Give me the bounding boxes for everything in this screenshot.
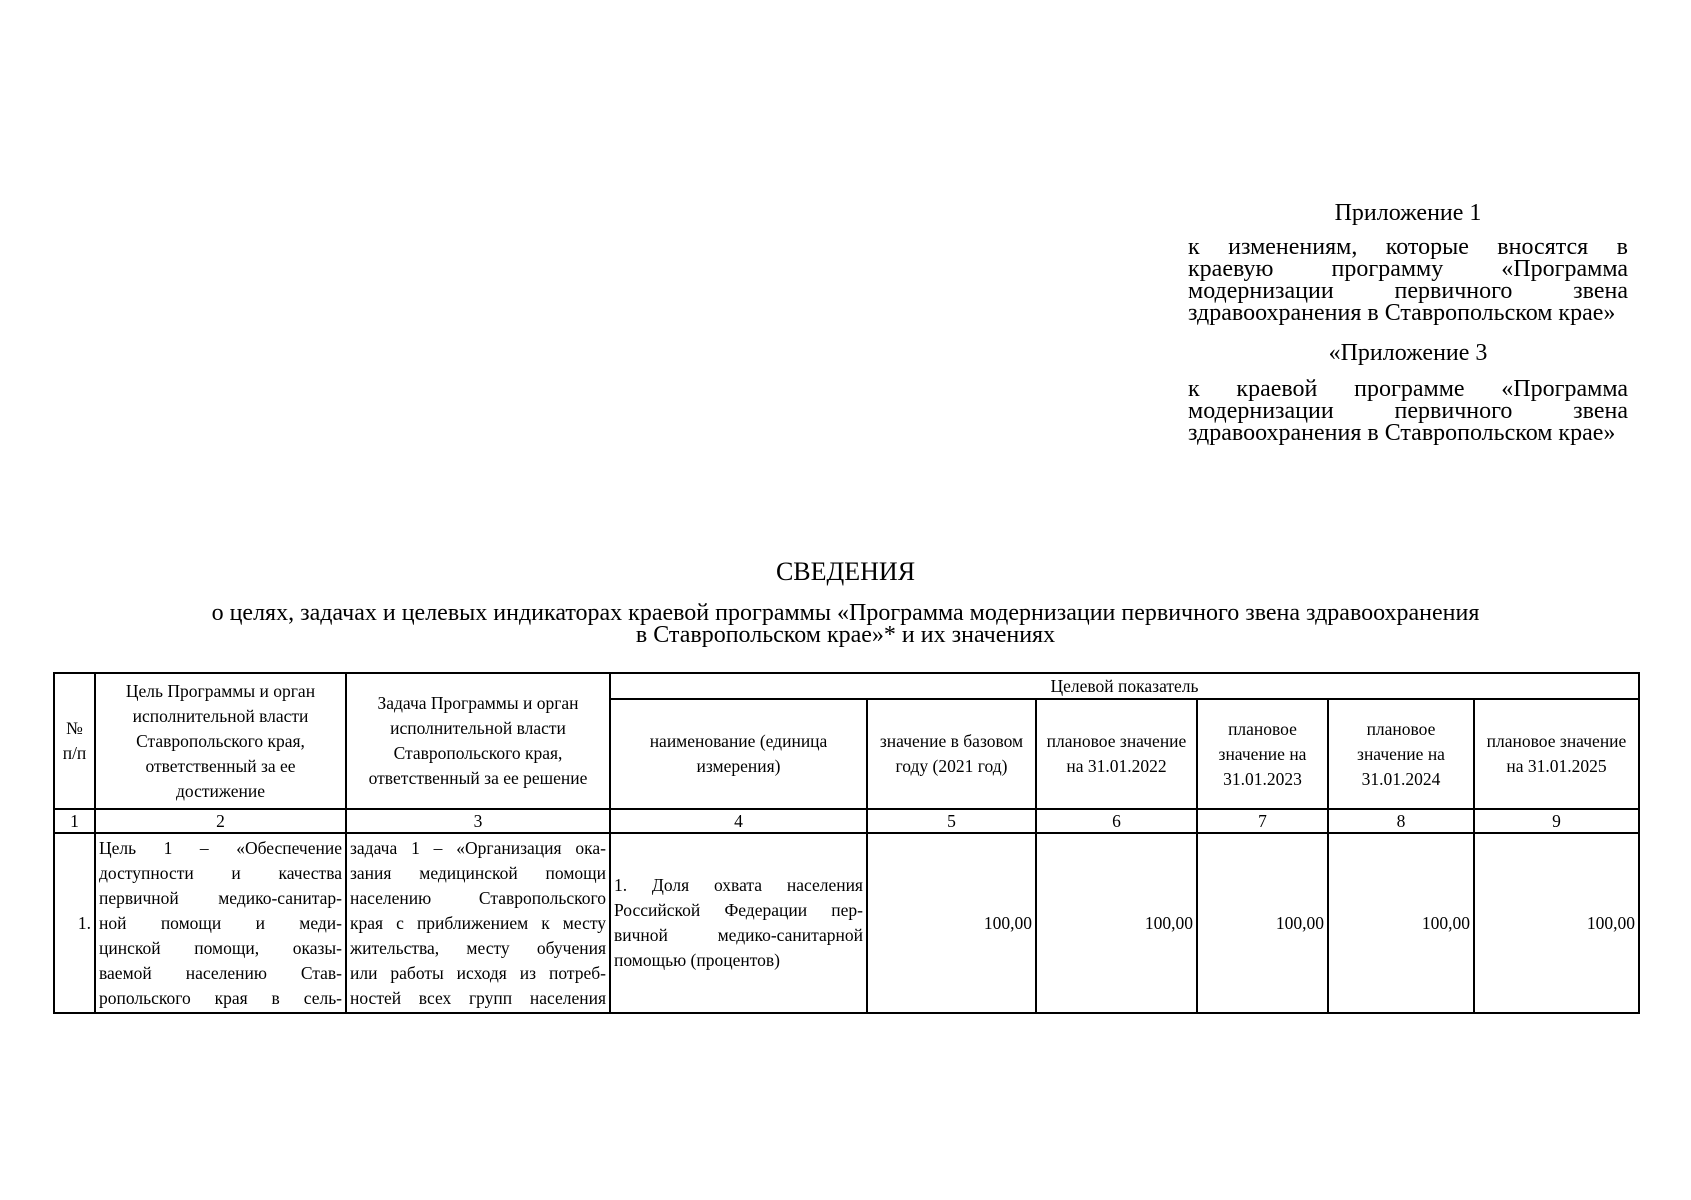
row-number: 1. bbox=[54, 833, 95, 1013]
header-plan-2023: плановое значение на 31.01.2023 bbox=[1197, 699, 1328, 809]
task-line: ностей всех групп населения bbox=[350, 987, 606, 1008]
base-value-cell: 100,00 bbox=[867, 833, 1036, 1013]
column-number: 4 bbox=[610, 809, 867, 833]
document-subtitle: о целях, задачах и целевых индикаторах краевой программы «Программа модернизации первичного звена здравоохранения в Ставропольском крае»* и их значениях bbox=[211, 600, 1480, 648]
header-indicator-group: Целевой показатель bbox=[610, 673, 1639, 699]
column-number: 1 bbox=[54, 809, 95, 833]
indicator-name-line: 1. Доля охвата населения bbox=[614, 875, 863, 895]
indicators-table bbox=[53, 672, 1640, 1014]
column-number: 3 bbox=[346, 809, 610, 833]
column-number: 2 bbox=[95, 809, 346, 833]
column-number: 8 bbox=[1328, 809, 1474, 833]
header-plan-2022: плановое значение на 31.01.2022 bbox=[1036, 699, 1197, 809]
appendix-heading-1: Приложение 1 bbox=[1334, 200, 1482, 226]
header-goal: Цель Программы и орган исполнительной власти Ставропольского края, ответственный за ее достижение bbox=[95, 673, 346, 809]
header-indicator-name: наименование (единица измерения) bbox=[610, 699, 867, 809]
goal-line: ваемой населению Став- bbox=[99, 962, 342, 983]
column-number-row bbox=[54, 809, 1639, 833]
plan-2022-cell: 100,00 bbox=[1036, 833, 1197, 1013]
task-line: населению Ставропольского bbox=[350, 887, 606, 908]
task-cell bbox=[346, 833, 610, 1013]
column-number: 9 bbox=[1474, 809, 1639, 833]
header-plan-2024: плановое значение на 31.01.2024 bbox=[1328, 699, 1474, 809]
header-num: № п/п bbox=[54, 673, 95, 809]
goal-line: доступности и качества bbox=[99, 862, 342, 883]
task-line: или работы исходя из потреб- bbox=[350, 962, 606, 983]
task-line: задача 1 – «Организация ока- bbox=[350, 837, 606, 858]
column-number: 6 bbox=[1036, 809, 1197, 833]
document-title: СВЕДЕНИЯ bbox=[775, 557, 916, 586]
goal-line: ропольского края в сель- bbox=[99, 987, 342, 1008]
indicator-name-cell bbox=[610, 833, 867, 1013]
goal-line: первичной медико-санитар- bbox=[99, 887, 342, 908]
table-row bbox=[54, 833, 1639, 1013]
appendix-block bbox=[1188, 202, 1628, 444]
task-line: края с приближением к месту bbox=[350, 912, 606, 933]
task-line: зания медицинской помощи bbox=[350, 862, 606, 883]
column-number: 7 bbox=[1197, 809, 1328, 833]
goal-line: Цель 1 – «Обеспечение bbox=[99, 837, 342, 858]
goal-cell bbox=[95, 833, 346, 1013]
indicator-name-line: вичной медико-санитарной bbox=[614, 925, 863, 945]
appendix-text-1: к изменениям, которые вносятся в краевую программу «Программа модернизации первичного звена здравоохранения в Ставропольском крае» bbox=[1188, 234, 1628, 326]
plan-2024-cell: 100,00 bbox=[1328, 833, 1474, 1013]
appendix-text-2: к краевой программе «Программа модернизации первичного звена здравоохранения в Ставропольском крае» bbox=[1188, 376, 1628, 446]
goal-line: цинской помощи, оказы- bbox=[99, 937, 342, 958]
plan-2023-cell: 100,00 bbox=[1197, 833, 1328, 1013]
appendix-heading-2: «Приложение 3 bbox=[1328, 340, 1488, 366]
header-base-value: значение в базовом году (2021 год) bbox=[867, 699, 1036, 809]
column-number: 5 bbox=[867, 809, 1036, 833]
indicator-name-line: помощью (процентов) bbox=[614, 950, 780, 970]
task-line: жительства, месту обучения bbox=[350, 937, 606, 958]
header-task: Задача Программы и орган исполнительной власти Ставропольского края, ответственный за ее решение bbox=[346, 673, 610, 809]
goal-line: ной помощи и меди- bbox=[99, 912, 342, 933]
indicator-name-line: Российской Федерации пер- bbox=[614, 900, 863, 920]
plan-2025-cell: 100,00 bbox=[1474, 833, 1639, 1013]
table-header-row bbox=[54, 673, 1639, 699]
header-plan-2025: плановое значение на 31.01.2025 bbox=[1474, 699, 1639, 809]
